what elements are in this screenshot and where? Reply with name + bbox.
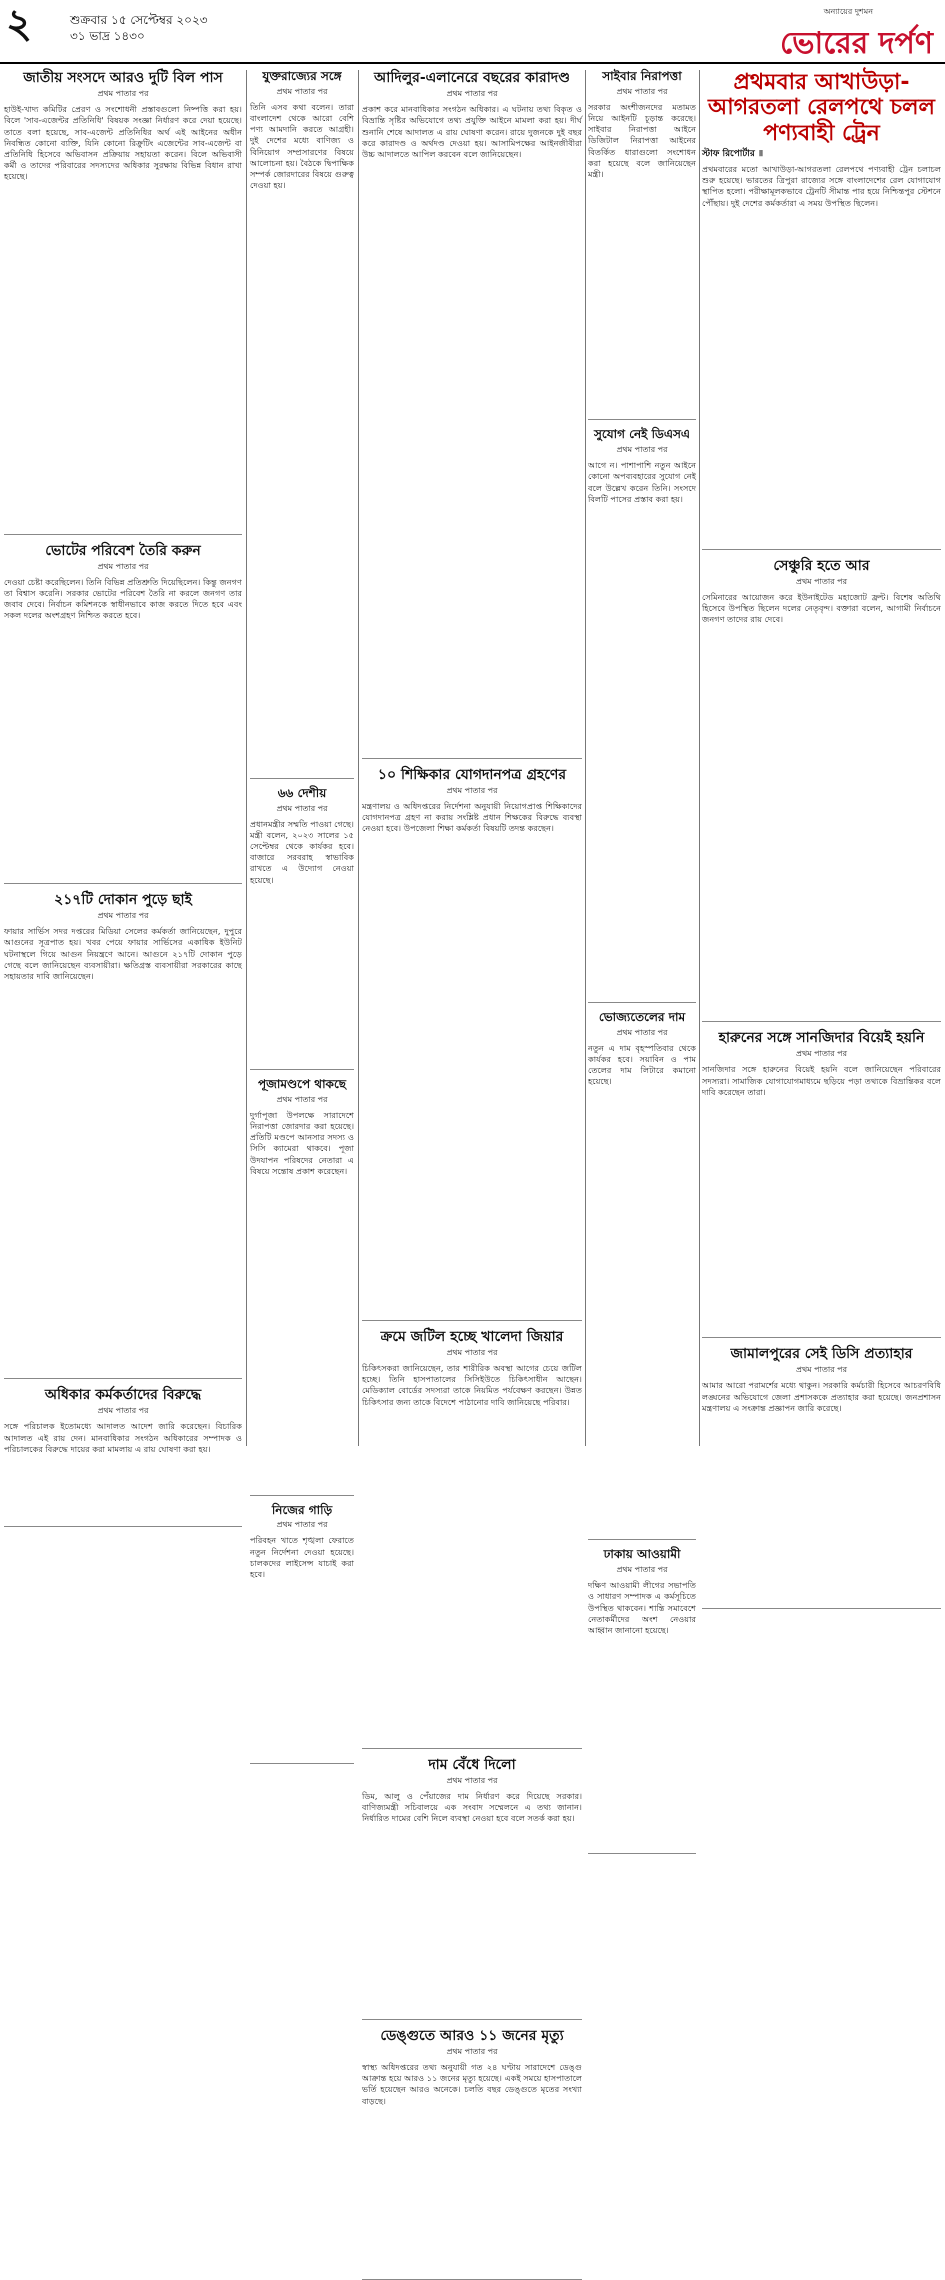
story-body: সেমিনারের আয়োজন করে ইউনাইটেড মহাজোট ফ্রন্ট। বিশেষ অতিথি হিসেবে উপস্থিত ছিলেন দলের নেতৃবৃন্দ। বক্তারা বলেন, আগামী নির্বাচনে জনগণ তাদের রায় দেবে। (702, 591, 941, 625)
story-body: ফায়ার সার্ভিস সদর দপ্তরের মিডিয়া সেলের কর্মকর্তা জানিয়েছেন, দুপুরে আগুনের সূত্রপাত হয়। খবর পেয়ে ফায়ার সার্ভিসের একাধিক ইউনিট ঘটনাস্থলে গিয়ে আগুন নিয়ন্ত্রণে আনে। আগুনে ২১৭টি দোকান পুড়ে গেছে বলে জানিয়েছেন ব্যবসায়ীরা। ক্ষতিগ্রস্ত ব্যবসায়ীরা সরকারের কাছে সহায়তার দাবি জানিয়েছেন। (4, 926, 242, 982)
news-story (4, 70, 242, 535)
story-jump-line: প্রথম পাতার পর (616, 1027, 668, 1037)
story-body: হাউই-খাদ্য কমিটির প্রেরণ ও সংশোধনী প্রস্তাবগুলো নিষ্পত্তি করা হয়। বিলে 'সাব-এজেন্টর প্রতিনিধি' বিষয়ক সংজ্ঞা নির্ধারণ করে দেয়া হয়েছে। তাতে বলা হয়েছে, সাব-এজেন্ট প্রতিনিধির অর্থ এই আইনের অধীন নিবন্ধিত কোনো ব্যক্তি, যিনি কোনো রিক্রুটিং এজেন্টের সাব-এজেন্ট বা প্রতিনিধি হিসেবে অভিবাসন প্রক্রিয়ায় সহায়তা করেন। বিলে অভিবাসী কর্মী ও তাদের পরিবারের সদস্যদের অধিকার সুরক্ষায় বিভিন্ন বিধান রাখা হয়েছে। (4, 104, 242, 182)
news-story (362, 1757, 582, 2020)
news-story (362, 2028, 582, 2280)
news-story (702, 558, 941, 1023)
date-bengali: ৩১ ভাদ্র ১৪৩০ (70, 29, 145, 43)
column-3 (362, 70, 582, 2106)
column-rule (699, 70, 700, 1446)
story-body: প্রথমবারের মতো আখাউড়া-আগরতলা রেলপথে পণ্যবাহী ট্রেন চলাচল শুরু হয়েছে। ভারতের ত্রিপুরা রাজ্যের সঙ্গে বাংলাদেশের রেল যোগাযোগ স্থাপিত হলো। পরীক্ষামূলকভাবে ট্রেনটি সীমান্ত পার হয়ে নিশ্চিন্তপুর স্টেশনে পৌঁছায়। দুই দেশের কর্মকর্তারা এ সময় উপস্থিত ছিলেন। (702, 163, 941, 208)
story-body: দেওয়া চেষ্টা করেছিলেন। তিনি বিভিন্ন প্রতিশ্রুতি দিয়েছিলেন। কিন্তু জনগণ তা বিশ্বাস করেনি। সরকার ভোটের পরিবেশ তৈরি না করলে জনগণ তার জবাব দেবে। নির্বাচন কমিশনকে স্বাধীনভাবে কাজ করতে দিতে হবে এবং সকল দলের অংশগ্রহণ নিশ্চিত করতে হবে। (4, 576, 242, 621)
news-story (4, 543, 242, 884)
story-headline[interactable]: ১০ শিক্ষিকার যোগদানপত্র গ্রহণের (377, 766, 567, 783)
story-body: আমার আরো পরামর্শের মধ্যে থাকুন। সরকারি কর্মচারী হিসেবে আচরণবিধি লঙ্ঘনের অভিযোগে জেলা প্রশাসককে প্রত্যাহার করা হয়েছে। জনপ্রশাসন মন্ত্রণালয় এ সংক্রান্ত প্রজ্ঞাপন জারি করেছে। (702, 1380, 941, 1413)
news-story (588, 1011, 696, 1541)
story-headline[interactable]: সেঞ্চুরি হতে আর (773, 557, 870, 574)
news-story (4, 892, 242, 1379)
story-jump-line: প্রথম পাতার পর (446, 89, 498, 99)
story-headline[interactable]: সাইবার নিরাপত্তা (602, 69, 682, 83)
story-jump-line: প্রথম পাতার পর (97, 561, 149, 571)
story-jump-line: প্রথম পাতার পর (446, 1348, 498, 1358)
news-story (362, 767, 582, 1321)
story-body: পরিবহন খাতে শৃঙ্খলা ফেরাতে নতুন নির্দেশনা দেওয়া হয়েছে। চালকদের লাইসেন্স যাচাই করা হবে। (250, 1535, 354, 1579)
story-jump-line: প্রথম পাতার পর (796, 1365, 847, 1375)
story-jump-line: প্রথম পাতার পর (616, 1565, 668, 1575)
story-jump-line: প্রথম পাতার পর (97, 1406, 149, 1416)
story-jump-line: প্রথম পাতার পর (276, 803, 328, 813)
story-body: আগে ন। পাশাপাশি নতুন আইনে কোনো অপব্যবহারের সুযোগ নেই বলে উল্লেখ করেন তিনি। সংসদে বিলটি পাসের প্রস্তাব করা হয়। (588, 460, 696, 504)
news-story (362, 1329, 582, 1749)
story-headline[interactable]: প্রথমবার আখাউড়া-আগরতলা রেলপথে চলল পণ্যবাহী ট্রেন (708, 70, 935, 146)
news-story (4, 1387, 242, 1527)
column-4 (588, 69, 696, 1635)
story-jump-line: প্রথম পাতার পর (796, 576, 847, 586)
story-body: স্বাস্থ্য অধিদপ্তরের তথ্য অনুযায়ী গত ২৪ ঘণ্টায় সারাদেশে ডেঙ্গু আক্রান্ত হয়ে আরও ১১ জনের মৃত্যু হয়েছে। একই সময়ে হাসপাতালে ভর্তি হয়েছেন আরও অনেকে। চলতি বছর ডেঙ্গুতে মৃতের সংখ্যা বাড়ছে। (362, 2062, 582, 2106)
story-headline[interactable]: ৬৬ দেশীয় (277, 785, 327, 800)
story-jump-line: প্রথম পাতার পর (97, 911, 149, 921)
story-headline[interactable]: ভোজ্যতেলের দাম (598, 1009, 686, 1024)
story-body: নতুন এ দাম বৃহস্পতিবার থেকে কার্যকর হবে। সয়াবিন ও পাম তেলের দাম লিটারে কমানো হয়েছে। (588, 1042, 696, 1087)
news-story (588, 1548, 696, 1854)
column-rule (585, 70, 586, 1446)
story-headline[interactable]: জামালপুরের সেই ডিসি প্রত্যাহার (730, 1346, 913, 1363)
story-body: দুর্গাপূজা উপলক্ষে সারাদেশে নিরাপত্তা জোরদার করা হয়েছে। প্রতিটি মণ্ডপে আনসার সদস্য ও সিসি ক্যামেরা থাকবে। পূজা উদযাপন পরিষদের নেতারা এ বিষয়ে সন্তোষ প্রকাশ করেছেন। (250, 1109, 354, 1176)
news-story (250, 70, 354, 779)
story-headline[interactable]: অধিকার কর্মকর্তাদের বিরুদ্ধে (44, 1387, 202, 1404)
story-headline[interactable]: হারুনের সঙ্গে সানজিদার বিয়েই হয়নি (718, 1030, 925, 1047)
column-2 (250, 69, 354, 1579)
column-rule (358, 70, 359, 1446)
date-gregorian: শুক্রবার ১৫ সেপ্টেম্বর ২০২৩ (70, 13, 208, 27)
news-story (702, 70, 941, 550)
news-story (588, 428, 696, 1002)
newspaper-logo (780, 6, 933, 70)
story-headline[interactable]: পূজামণ্ডপে থাকছে (257, 1076, 347, 1091)
news-story (250, 1078, 354, 1496)
story-headline[interactable]: ২১৭টি দোকান পুড়ে ছাই (54, 892, 192, 909)
column-rule (246, 70, 247, 1446)
story-headline[interactable]: দাম বেঁধে দিলো (428, 1756, 516, 1773)
news-story (588, 70, 696, 420)
story-jump-line: প্রথম পাতার পর (446, 2047, 498, 2057)
story-jump-line: প্রথম পাতার পর (616, 86, 668, 96)
news-story (250, 1504, 354, 1765)
column-1 (4, 70, 242, 1454)
masthead (0, 0, 945, 64)
story-jump-line: প্রথম পাতার পর (446, 1775, 498, 1785)
page-number: ২ (6, 0, 33, 47)
story-headline[interactable]: আদিলুর-এলানেরে বছরের কারাদণ্ড (374, 70, 570, 86)
story-jump-line: প্রথম পাতার পর (796, 1049, 847, 1059)
story-headline[interactable]: ডেঙ্গুতে আরও ১১ জনের মৃত্যু (380, 2027, 564, 2044)
story-headline[interactable]: জাতীয় সংসদে আরও দুটি বিল পাস (23, 70, 223, 86)
story-body: সঙ্গে পরিচালক ইতোমধ্যে আদালত আদেশ জারি করেছেন। বিচারিক আদালত এই রায় দেন। মানবাধিকার সংগঠন অধিকারের সম্পাদক ও পরিচালকের বিরুদ্ধে দায়ের করা মামলায় এ রায় ঘোষণা করা হয়। (4, 1421, 242, 1454)
news-story (362, 70, 582, 759)
story-headline[interactable]: ঢাকায় আওয়ামী (603, 1547, 681, 1562)
story-body: চিকিৎসকরা জানিয়েছেন, তার শারীরিক অবস্থা আগের চেয়ে জটিল হচ্ছে। তিনি হাসপাতালের সিসিইউতে চিকিৎসাধীন আছেন। মেডিক্যাল বোর্ডের সদস্যরা তাকে নিয়মিত পর্যবেক্ষণ করছেন। উন্নত চিকিৎসার জন্য তাকে বিদেশে পাঠানোর দাবি জানিয়েছে পরিবার। (362, 1363, 582, 1407)
story-byline: স্টাফ রিপোর্টার ॥ (702, 148, 764, 159)
story-body: সরকার অংশীজনদের মতামত নিয়ে আইনটি চূড়ান্ত করেছে। সাইবার নিরাপত্তা আইনে ডিজিটাল নিরাপত্তা আইনের বিতর্কিত ধারাগুলো সংশোধন করা হয়েছে বলে জানিয়েছেন মন্ত্রী। (588, 101, 696, 180)
story-headline[interactable]: ক্রমে জটিল হচ্ছে খালেদা জিয়ার (380, 1328, 564, 1345)
story-headline[interactable]: যুক্তরাজ্যের সঙ্গে (262, 69, 342, 83)
story-jump-line: প্রথম পাতার পর (616, 445, 668, 455)
news-story (702, 1346, 941, 1609)
story-jump-line: প্রথম পাতার পর (446, 785, 498, 795)
logo-tagline: অন্যায়ের দুশমন (823, 7, 873, 16)
logo-name: ভোরের দর্পণ (780, 26, 933, 61)
story-body: ডিম, আলু ও পেঁয়াজের দাম নির্ধারণ করে দিয়েছে সরকার। বাণিজ্যমন্ত্রী সচিবালয়ে এক সংবাদ সম্মেলনে এ তথ্য জানান। নির্ধারিত দামের বেশি নিলে ব্যবস্থা নেওয়া হবে বলে সতর্ক করা হয়। (362, 1790, 582, 1824)
story-body: তিনি এসব কথা বলেন। তারা বাংলাদেশ থেকে আরো বেশি পণ্য আমদানি করতে আগ্রহী। দুই দেশের মধ্যে বাণিজ্য ও বিনিয়োগ সম্প্রসারণের বিষয়ে আলোচনা হয়। বৈঠকে দ্বিপাক্ষিক সম্পর্ক জোরদারের বিষয়ে গুরুত্ব দেওয়া হয়। (250, 101, 354, 191)
news-story (250, 787, 354, 1070)
story-body: দক্ষিণ আওয়ামী লীগের সভাপতি ও সাধারণ সম্পাদক এ কর্মসূচিতে উপস্থিত থাকবেন। শান্তি সমাবেশে নেতাকর্মীদের অংশ নেওয়ার আহ্বান জানানো হয়েছে। (588, 1580, 696, 1635)
story-body: মন্ত্রণালয় ও অধিদপ্তরের নির্দেশনা অনুযায়ী নিয়োগপ্রাপ্ত শিক্ষিকাদের যোগদানপত্র গ্রহণ না করায় সংশ্লিষ্ট প্রধান শিক্ষকের বিরুদ্ধে ব্যবস্থা নেওয়া হবে। উপজেলা শিক্ষা কর্মকর্তা বিষয়টি তদন্ত করছেন। (362, 800, 582, 834)
story-headline[interactable]: সুযোগ নেই ডিএসএ (593, 427, 691, 442)
story-body: প্রধানমন্ত্রীর সম্মতি পাওয়া গেছে। মন্ত্রী বলেন, ২০২৩ সালের ১৫ সেপ্টেম্বর থেকে কার্যকর হবে। বাজারে সরবরাহ স্বাভাবিক রাখতে এ উদ্যোগ নেওয়া হয়েছে। (250, 818, 354, 885)
dateline (70, 12, 208, 44)
column-5 (702, 70, 941, 1446)
story-body: সানজিদার সঙ্গে হারুনের বিয়েই হয়নি বলে জানিয়েছেন পরিবারের সদস্যরা। সামাজিক যোগাযোগমাধ্যমে ছড়িয়ে পড়া তথ্যকে বিভ্রান্তিকর বলে দাবি করেছেন তারা। (702, 1064, 941, 1097)
story-jump-line: প্রথম পাতার পর (97, 89, 149, 99)
story-headline[interactable]: ভোটের পরিবেশ তৈরি করুন (45, 542, 201, 559)
news-story (702, 1030, 941, 1338)
story-body: প্রকাশ করে মানবাধিকার সংগঠন অধিকার। এ ঘটনায় তথ্য বিকৃত ও বিভ্রান্তি সৃষ্টির অভিযোগে তথ্য প্রযুক্তি আইনে মামলা করা হয়। দীর্ঘ শুনানি শেষে আদালত এ রায় ঘোষণা করেন। রায়ে দুজনকে দুই বছর করে কারাদণ্ড ও অর্থদণ্ড দেওয়া হয়। আসামিপক্ষের আইনজীবীরা উচ্চ আদালতে আপিল করবেন বলে জানিয়েছেন। (362, 104, 582, 159)
story-jump-line: প্রথম পাতার পর (276, 1520, 328, 1530)
story-jump-line: প্রথম পাতার পর (276, 1094, 328, 1104)
story-jump-line: প্রথম পাতার পর (276, 86, 328, 96)
story-headline[interactable]: নিজের গাড়ি (271, 1502, 333, 1517)
